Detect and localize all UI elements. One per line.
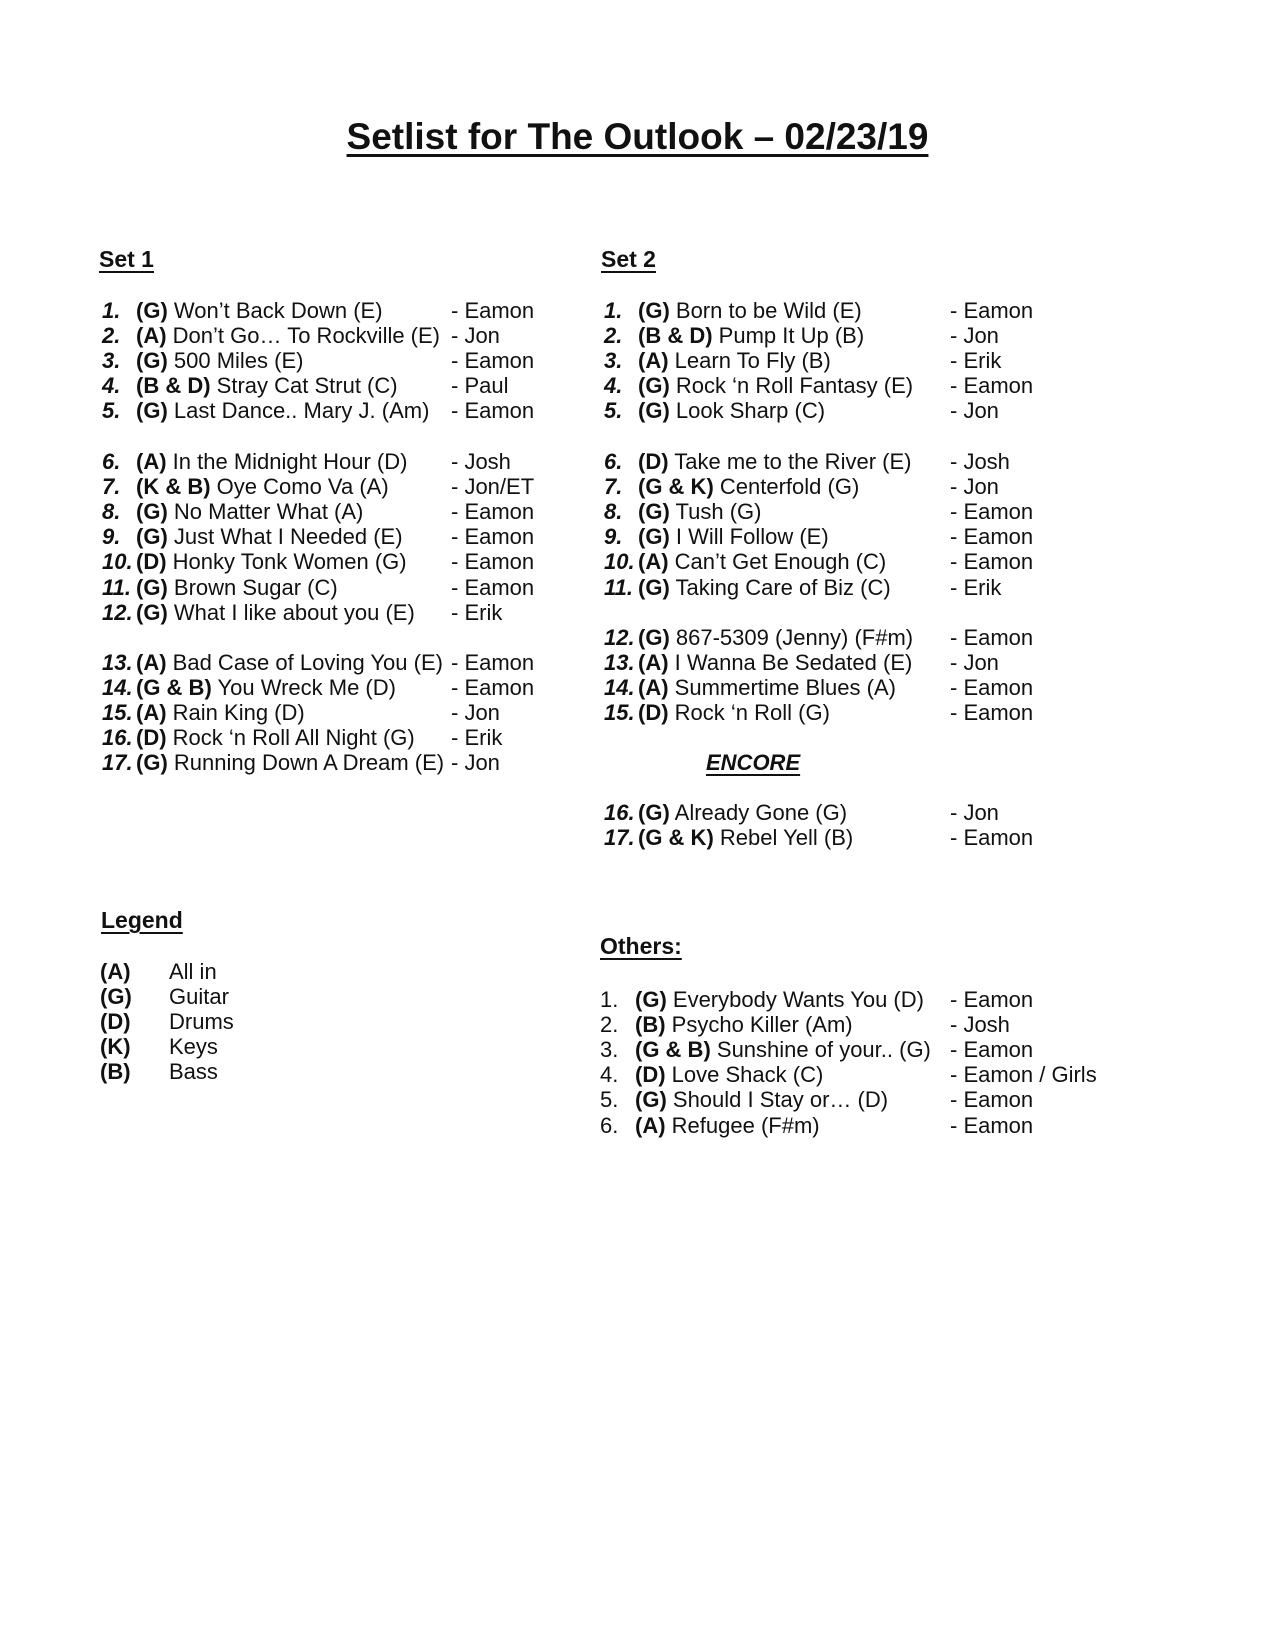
song-number: 14.: [102, 675, 133, 700]
song-name: Rock ‘n Roll (G): [674, 700, 830, 725]
instrument-code: (D): [638, 449, 669, 474]
singer: - Eamon: [950, 373, 1034, 398]
song-title: [638, 323, 864, 349]
instrument-code: (B & D): [638, 323, 713, 348]
instrument-code: (G): [638, 625, 670, 650]
instrument-code: (K & B): [136, 474, 211, 499]
song-number: 3.: [102, 348, 121, 373]
legend-code: (G): [100, 984, 132, 1009]
instrument-code: (A): [638, 650, 669, 675]
singer: - Eamon: [451, 298, 535, 323]
instrument-code: (G): [136, 298, 168, 323]
singer: - Erik: [451, 600, 503, 625]
singer: - Eamon: [950, 549, 1034, 574]
song-name: 500 Miles (E): [173, 348, 304, 373]
song-name: You Wreck Me (D): [217, 675, 396, 700]
instrument-code: (A): [638, 549, 669, 574]
song-name: Honky Tonk Women (G): [172, 549, 407, 574]
song-title: [638, 499, 761, 525]
instrument-code: (G & B): [136, 675, 212, 700]
song-number: 11.: [102, 575, 131, 600]
song-number: 12.: [604, 625, 635, 650]
song-title: [136, 750, 444, 776]
encore-heading: ENCORE: [706, 750, 801, 775]
song-number: 10.: [102, 549, 133, 574]
song-name: Centerfold (G): [719, 474, 860, 499]
instrument-code: (B): [635, 1012, 666, 1037]
instrument-code: (G): [136, 398, 168, 423]
instrument-code: (G): [638, 800, 670, 825]
song-number: 16.: [604, 800, 635, 825]
song-name: Just What I Needed (E): [173, 524, 403, 549]
song-title: [136, 524, 403, 550]
song-title: [136, 499, 363, 525]
song-title: [638, 298, 862, 324]
song-number: 8.: [102, 499, 121, 524]
singer: - Erik: [950, 575, 1002, 600]
instrument-code: (G): [638, 398, 670, 423]
song-name: Learn To Fly (B): [674, 348, 831, 373]
instrument-code: (G): [136, 750, 168, 775]
song-name: Can’t Get Enough (C): [674, 549, 887, 574]
song-name: In the Midnight Hour (D): [172, 449, 408, 474]
instrument-code: (A): [638, 675, 669, 700]
legend-label: Guitar: [169, 984, 229, 1009]
instrument-code: (G): [638, 298, 670, 323]
legend-code: (D): [100, 1009, 131, 1034]
song-number: 15.: [604, 700, 635, 725]
instrument-code: (G): [136, 575, 168, 600]
singer: - Jon: [950, 398, 999, 423]
singer: - Eamon: [950, 499, 1034, 524]
song-name: Refugee (F#m): [671, 1113, 820, 1138]
singer: - Josh: [950, 1012, 1010, 1037]
song-name: Take me to the River (E): [674, 449, 912, 474]
singer: - Jon: [451, 323, 500, 348]
singer: - Eamon: [950, 524, 1034, 549]
song-name: Rebel Yell (B): [719, 825, 854, 850]
song-title: [638, 700, 830, 726]
legend-code: (B): [100, 1059, 131, 1084]
singer: - Eamon: [950, 987, 1034, 1012]
instrument-code: (G & B): [635, 1037, 711, 1062]
singer: - Jon: [950, 323, 999, 348]
song-title: [638, 825, 853, 851]
singer: - Eamon: [451, 348, 535, 373]
legend-label: Keys: [169, 1034, 218, 1059]
legend-code: (A): [100, 959, 131, 984]
singer: - Eamon: [950, 1113, 1034, 1138]
song-title: [638, 373, 913, 399]
song-title: [136, 700, 305, 726]
song-number: 9.: [604, 524, 623, 549]
song-number: 11.: [604, 575, 633, 600]
instrument-code: (G): [638, 575, 670, 600]
song-number: 6.: [604, 449, 623, 474]
song-number: 5.: [604, 398, 623, 423]
song-number: 6.: [600, 1113, 619, 1138]
song-number: 4.: [102, 373, 121, 398]
song-title: [136, 398, 429, 424]
singer: - Eamon: [950, 700, 1034, 725]
song-name: Oye Como Va (A): [216, 474, 389, 499]
song-name: What I like about you (E): [173, 600, 415, 625]
song-name: Psycho Killer (Am): [671, 1012, 853, 1037]
singer: - Jon: [950, 800, 999, 825]
song-name: Bad Case of Loving You (E): [172, 650, 443, 675]
song-number: 4.: [600, 1062, 619, 1087]
song-number: 13.: [604, 650, 635, 675]
song-number: 4.: [604, 373, 623, 398]
song-name: Sunshine of your.. (G): [716, 1037, 931, 1062]
song-number: 14.: [604, 675, 635, 700]
song-number: 15.: [102, 700, 133, 725]
singer: - Josh: [451, 449, 511, 474]
song-title: [638, 449, 911, 475]
song-title: [136, 575, 338, 601]
instrument-code: (A): [136, 700, 167, 725]
instrument-code: (G): [136, 524, 168, 549]
song-name: Rain King (D): [172, 700, 305, 725]
song-number: 2.: [600, 1012, 619, 1037]
instrument-code: (G & K): [638, 825, 714, 850]
instrument-code: (G): [136, 600, 168, 625]
song-name: Taking Care of Biz (C): [675, 575, 891, 600]
singer: - Jon: [451, 700, 500, 725]
song-number: 10.: [604, 549, 635, 574]
song-number: 2.: [604, 323, 623, 348]
song-title: [136, 675, 396, 701]
set1-heading: Set 1: [99, 246, 154, 272]
song-name: Look Sharp (C): [675, 398, 826, 423]
singer: - Jon: [451, 750, 500, 775]
singer: - Erik: [950, 348, 1002, 373]
song-name: Last Dance.. Mary J. (Am): [173, 398, 430, 423]
song-number: 1.: [600, 987, 619, 1012]
song-name: Should I Stay or… (D): [672, 1087, 889, 1112]
song-title: [136, 373, 398, 399]
song-number: 2.: [102, 323, 121, 348]
song-number: 7.: [102, 474, 121, 499]
singer: - Eamon / Girls: [950, 1062, 1097, 1087]
singer: - Erik: [451, 725, 503, 750]
singer: - Eamon: [451, 524, 535, 549]
song-number: 6.: [102, 449, 121, 474]
song-name: Rock ‘n Roll All Night (G): [172, 725, 415, 750]
instrument-code: (D): [136, 549, 167, 574]
song-title: [635, 1037, 931, 1063]
instrument-code: (D): [635, 1062, 666, 1087]
singer: - Eamon: [451, 675, 535, 700]
song-title: [638, 675, 896, 701]
instrument-code: (A): [635, 1113, 666, 1138]
singer: - Paul: [451, 373, 509, 398]
song-number: 3.: [604, 348, 623, 373]
song-title: [635, 1062, 823, 1088]
song-name: 867-5309 (Jenny) (F#m): [675, 625, 914, 650]
song-name: Rock ‘n Roll Fantasy (E): [675, 373, 914, 398]
instrument-code: (G): [638, 524, 670, 549]
legend-code: (K): [100, 1034, 131, 1059]
singer: - Jon/ET: [451, 474, 535, 499]
instrument-code: (A): [638, 348, 669, 373]
song-number: 1.: [604, 298, 623, 323]
instrument-code: (G & K): [638, 474, 714, 499]
song-name: Everybody Wants You (D): [672, 987, 924, 1012]
instrument-code: (G): [136, 499, 168, 524]
singer: - Eamon: [950, 625, 1034, 650]
singer: - Eamon: [950, 675, 1034, 700]
song-title: [136, 600, 415, 626]
song-title: [136, 474, 389, 500]
song-name: Tush (G): [675, 499, 762, 524]
instrument-code: (G): [635, 1087, 667, 1112]
instrument-code: (A): [136, 323, 167, 348]
song-title: [638, 800, 847, 826]
song-number: 9.: [102, 524, 121, 549]
song-title: [635, 1012, 853, 1038]
instrument-code: (D): [638, 700, 669, 725]
song-title: [136, 650, 443, 676]
song-number: 8.: [604, 499, 623, 524]
song-title: [635, 1087, 888, 1113]
song-title: [638, 650, 912, 676]
song-name: Summertime Blues (A): [674, 675, 896, 700]
song-name: Born to be Wild (E): [675, 298, 862, 323]
song-title: [136, 298, 383, 324]
instrument-code: (A): [136, 650, 167, 675]
legend-heading: Legend: [101, 907, 183, 933]
song-title: [638, 575, 891, 601]
song-name: Already Gone (G): [674, 800, 848, 825]
set2-heading: Set 2: [601, 246, 656, 272]
song-title: [136, 449, 407, 475]
song-name: Won’t Back Down (E): [173, 298, 383, 323]
instrument-code: (G): [136, 348, 168, 373]
song-number: 5.: [600, 1087, 619, 1112]
singer: - Eamon: [950, 1037, 1034, 1062]
song-title: [638, 549, 886, 575]
song-title: [136, 549, 407, 575]
legend-label: Bass: [169, 1059, 218, 1084]
legend-label: All in: [169, 959, 217, 984]
song-name: Running Down A Dream (E): [173, 750, 445, 775]
song-name: I Wanna Be Sedated (E): [674, 650, 913, 675]
singer: - Jon: [950, 650, 999, 675]
instrument-code: (B & D): [136, 373, 211, 398]
song-title: [638, 524, 829, 550]
song-number: 13.: [102, 650, 133, 675]
singer: - Eamon: [451, 549, 535, 574]
legend-label: Drums: [169, 1009, 234, 1034]
instrument-code: (A): [136, 449, 167, 474]
song-number: 3.: [600, 1037, 619, 1062]
singer: - Jon: [950, 474, 999, 499]
song-title: [635, 987, 924, 1013]
singer: - Eamon: [950, 825, 1034, 850]
song-title: [638, 625, 913, 651]
instrument-code: (G): [635, 987, 667, 1012]
song-name: No Matter What (A): [173, 499, 364, 524]
song-name: I Will Follow (E): [675, 524, 829, 549]
singer: - Eamon: [451, 499, 535, 524]
song-title: [136, 323, 440, 349]
singer: - Eamon: [451, 650, 535, 675]
song-number: 17.: [102, 750, 133, 775]
song-number: 5.: [102, 398, 121, 423]
others-heading: Others:: [600, 933, 682, 959]
instrument-code: (D): [136, 725, 167, 750]
song-number: 16.: [102, 725, 133, 750]
song-name: Don’t Go… To Rockville (E): [172, 323, 441, 348]
song-title: [136, 348, 303, 374]
song-title: [638, 474, 859, 500]
singer: - Eamon: [451, 398, 535, 423]
instrument-code: (G): [638, 499, 670, 524]
song-title: [635, 1113, 820, 1139]
song-title: [638, 348, 831, 374]
page-title: Setlist for The Outlook – 02/23/19: [346, 116, 929, 157]
singer: - Josh: [950, 449, 1010, 474]
song-name: Brown Sugar (C): [173, 575, 338, 600]
singer: - Eamon: [950, 298, 1034, 323]
song-name: Love Shack (C): [671, 1062, 824, 1087]
song-title: [136, 725, 415, 751]
instrument-code: (G): [638, 373, 670, 398]
song-name: Pump It Up (B): [718, 323, 865, 348]
singer: - Eamon: [950, 1087, 1034, 1112]
song-number: 1.: [102, 298, 121, 323]
singer: - Eamon: [451, 575, 535, 600]
song-title: [638, 398, 825, 424]
song-number: 12.: [102, 600, 133, 625]
song-number: 17.: [604, 825, 635, 850]
song-name: Stray Cat Strut (C): [216, 373, 398, 398]
song-number: 7.: [604, 474, 623, 499]
